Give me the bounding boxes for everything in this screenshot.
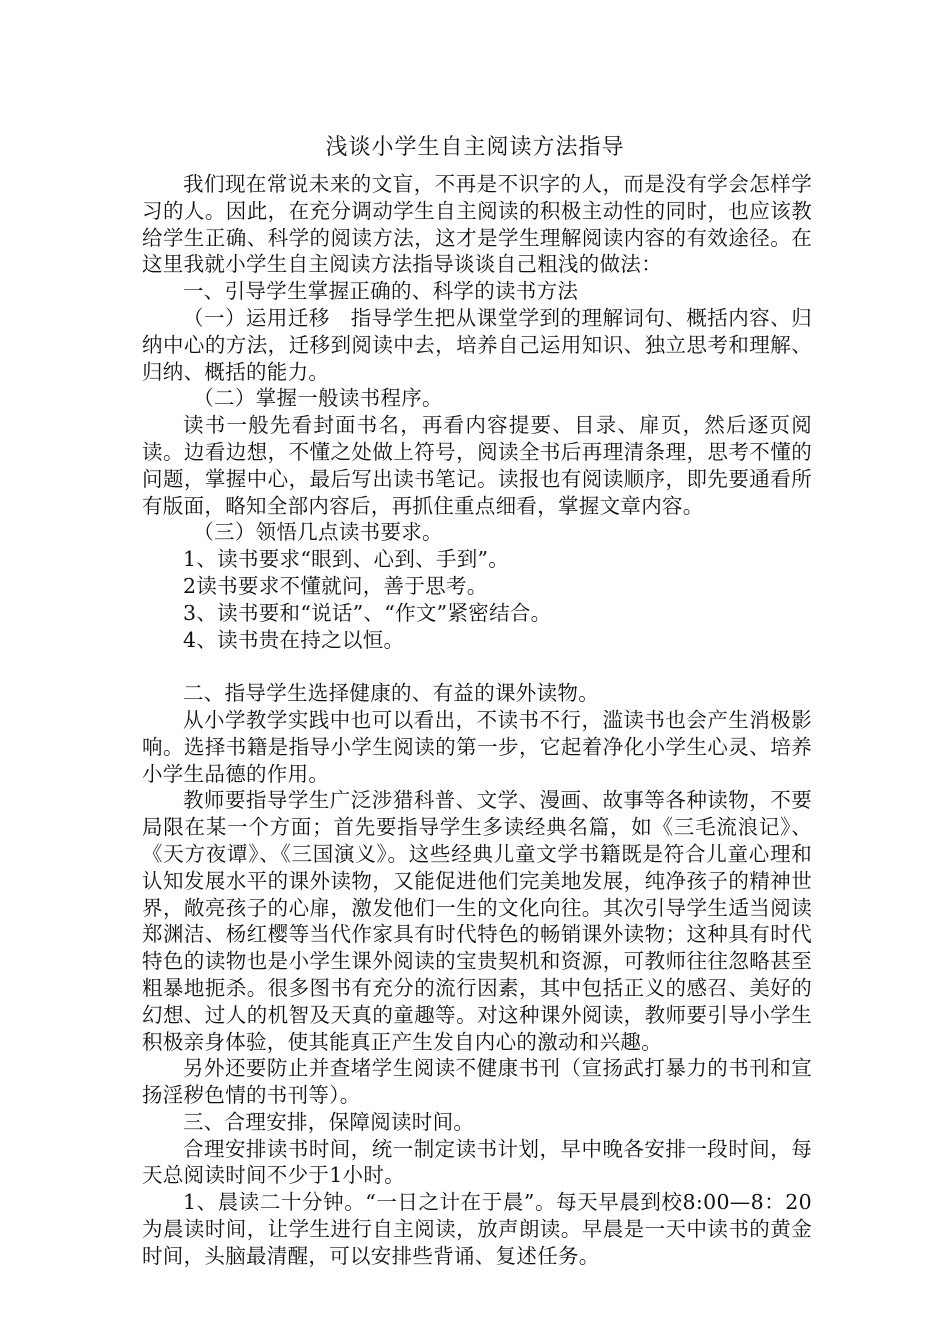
section-heading-3: 三、合理安排，保障阅读时间。 <box>183 1109 475 1134</box>
list-item: 4、读书贵在持之以恒。 <box>183 627 405 652</box>
paragraph-book-selection: 从小学教学实践中也可以看出，不读书不行，滥读书也会产生消极影响。选择书籍是指导小学生阅读的第一步，它起着净化小学生心灵、培养小学生品德的作用。 <box>142 707 812 786</box>
list-item: 1、读书要求“眼到、心到、手到”。 <box>183 547 510 572</box>
document-title: 浅谈小学生自主阅读方法指导 <box>325 135 625 160</box>
blank-line <box>142 653 812 680</box>
document-body <box>142 171 812 1270</box>
section-heading-1: 一、引导学生掌握正确的、科学的读书方法 <box>183 279 579 304</box>
subsection-1: （一）运用迁移 指导学生把从课堂学到的理解词句、概括内容、归纳中心的方法，迁移到阅读中去，培养自己运用知识、独立思考和理解、归纳、概括的能力。 <box>142 305 812 384</box>
section-heading-2: 二、指导学生选择健康的、有益的课外读物。 <box>183 681 599 706</box>
paragraph-teacher-guidance: 教师要指导学生广泛涉猎科普、文学、漫画、故事等各种读物，不要局限在某一个方面；首先要指导学生多读经典名篇，如《三毛流浪记》、《天方夜谭》、《三国演义》。这些经典儿童文学书籍既是符合儿童心理和认知发展水平的课外读物，又能促进他们完美地发展，纯净孩子的精神世界，敞亮孩子的心扉，激发他们一生的文化向往。其次引导学生适当阅读郑渊洁、杨红樱等当代作家具有时代特色的畅销课外读物；这种具有时代特色的读物也是小学生课外阅读的宝贵契机和资源，可教师往往忽略甚至粗暴地扼杀。很多图书有充分的流行因素，其中包括正义的感召、美好的幻想、过人的机智及天真的童趣等。对这种课外阅读，教师要引导小学生积极亲身体验，使其能真正产生发自内心的激动和兴趣。 <box>142 788 812 1054</box>
paragraph-reading-procedure: 读书一般先看封面书名，再看内容提要、目录、扉页，然后逐页阅读。边看边想，不懂之处做上符号，阅读全书后再理清条理，思考不懂的问题，掌握中心，最后写出读书笔记。读报也有阅读顺序，即先要通看所有版面，略知全部内容后，再抓住重点细看，掌握文章内容。 <box>142 413 812 518</box>
paragraph-time-plan: 合理安排读书时间，统一制定读书计划，早中晚各安排一段时间，每天总阅读时间不少于1小时。 <box>142 1136 812 1188</box>
subsection-3-heading: （三）领悟几点读书要求。 <box>193 520 443 545</box>
paragraph-prevention: 另外还要防止并查堵学生阅读不健康书刊（宣扬武打暴力的书刊和宣扬淫秽色情的书刊等）。 <box>142 1056 812 1108</box>
list-item: 2读书要求不懂就问，善于思考。 <box>183 573 488 598</box>
paragraph-morning-reading: 1、晨读二十分钟。“一日之计在于晨”。每天早晨到校8:00—8：20为晨读时间，让学生进行自主阅读，放声朗读。早晨是一天中读书的黄金时间，头脑最清醒，可以安排些背诵、复述任务。 <box>142 1190 812 1268</box>
list-item: 3、读书要和“说话”、“作文”紧密结合。 <box>183 600 552 625</box>
paragraph-intro: 我们现在常说未来的文盲，不再是不识字的人，而是没有学会怎样学习的人。因此，在充分调动学生自主阅读的积极主动性的同时，也应该教给学生正确、科学的阅读方法，这才是学生理解阅读内容的有效途径。在这里我就小学生自主阅读方法指导谈谈自己粗浅的做法： <box>142 172 812 277</box>
subsection-2-heading: （二）掌握一般读书程序。 <box>193 386 443 411</box>
